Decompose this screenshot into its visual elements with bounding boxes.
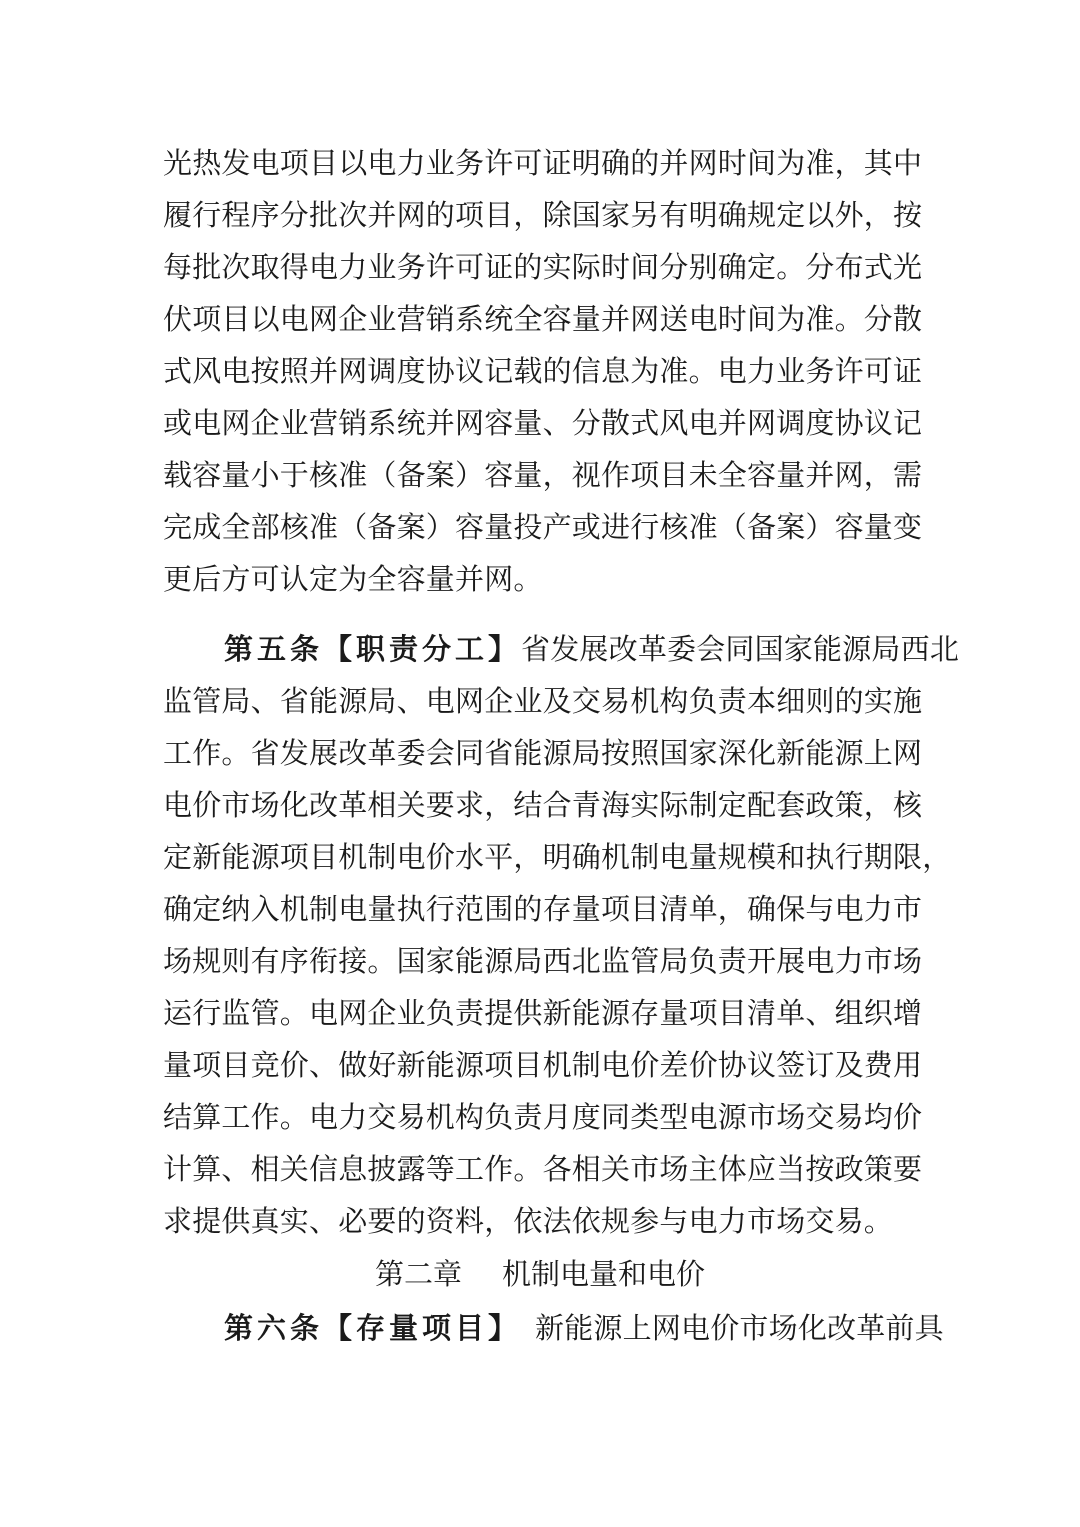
text-line: 电价市场化改革相关要求，结合青海实际制定配套政策，核 <box>163 788 923 822</box>
text-line: 履行程序分批次并网的项目，除国家另有明确规定以外，按 <box>163 198 923 232</box>
text-line: 式风电按照并网调度协议记载的信息为准。电力业务许可证 <box>163 354 923 388</box>
text-line: 结算工作。电力交易机构负责月度同类型电源市场交易均价 <box>163 1100 923 1134</box>
text-line: 运行监管。电网企业负责提供新能源存量项目清单、组织增 <box>163 996 923 1030</box>
text-line: 更后方可认定为全容量并网。 <box>163 562 543 596</box>
text-line: 求提供真实、必要的资料，依法依规参与电力市场交易。 <box>163 1204 894 1238</box>
text-line: 光热发电项目以电力业务许可证明确的并网时间为准，其中 <box>163 146 923 180</box>
article-text: 新能源上网电价市场化改革前具 <box>535 1311 944 1345</box>
article-heading: 第五条【职责分工】 <box>224 632 522 666</box>
text-line: 每批次取得电力业务许可证的实际时间分别确定。分布式光 <box>163 250 923 284</box>
article-heading: 第六条【存量项目】 <box>224 1311 522 1345</box>
text-line: 确定纳入机制电量执行范围的存量项目清单，确保与电力市 <box>163 892 923 926</box>
text-line: 载容量小于核准（备案）容量，视作项目未全容量并网，需 <box>163 458 923 492</box>
text-line: 定新能源项目机制电价水平，明确机制电量规模和执行期限， <box>163 840 952 874</box>
text-line: 场规则有序衔接。国家能源局西北监管局负责开展电力市场 <box>163 944 923 978</box>
text-line: 量项目竞价、做好新能源项目机制电价差价协议签订及费用 <box>163 1048 923 1082</box>
text-line: 或电网企业营销系统并网容量、分散式风电并网调度协议记 <box>163 406 923 440</box>
article-text: 省发展改革委会同国家能源局西北 <box>521 632 960 666</box>
article-first-line <box>224 1302 944 1354</box>
article-first-line <box>224 623 960 675</box>
chapter-title: 机制电量和电价 <box>502 1257 706 1291</box>
text-line: 伏项目以电网企业营销系统全容量并网送电时间为准。分散 <box>163 302 923 336</box>
chapter-number: 第二章 <box>374 1257 462 1291</box>
text-line: 计算、相关信息披露等工作。各相关市场主体应当按政策要 <box>163 1152 923 1186</box>
chapter-heading <box>0 1248 1080 1300</box>
text-line: 完成全部核准（备案）容量投产或进行核准（备案）容量变 <box>163 510 923 544</box>
text-line: 工作。省发展改革委会同省能源局按照国家深化新能源上网 <box>163 736 923 770</box>
text-line: 监管局、省能源局、电网企业及交易机构负责本细则的实施 <box>163 684 923 718</box>
